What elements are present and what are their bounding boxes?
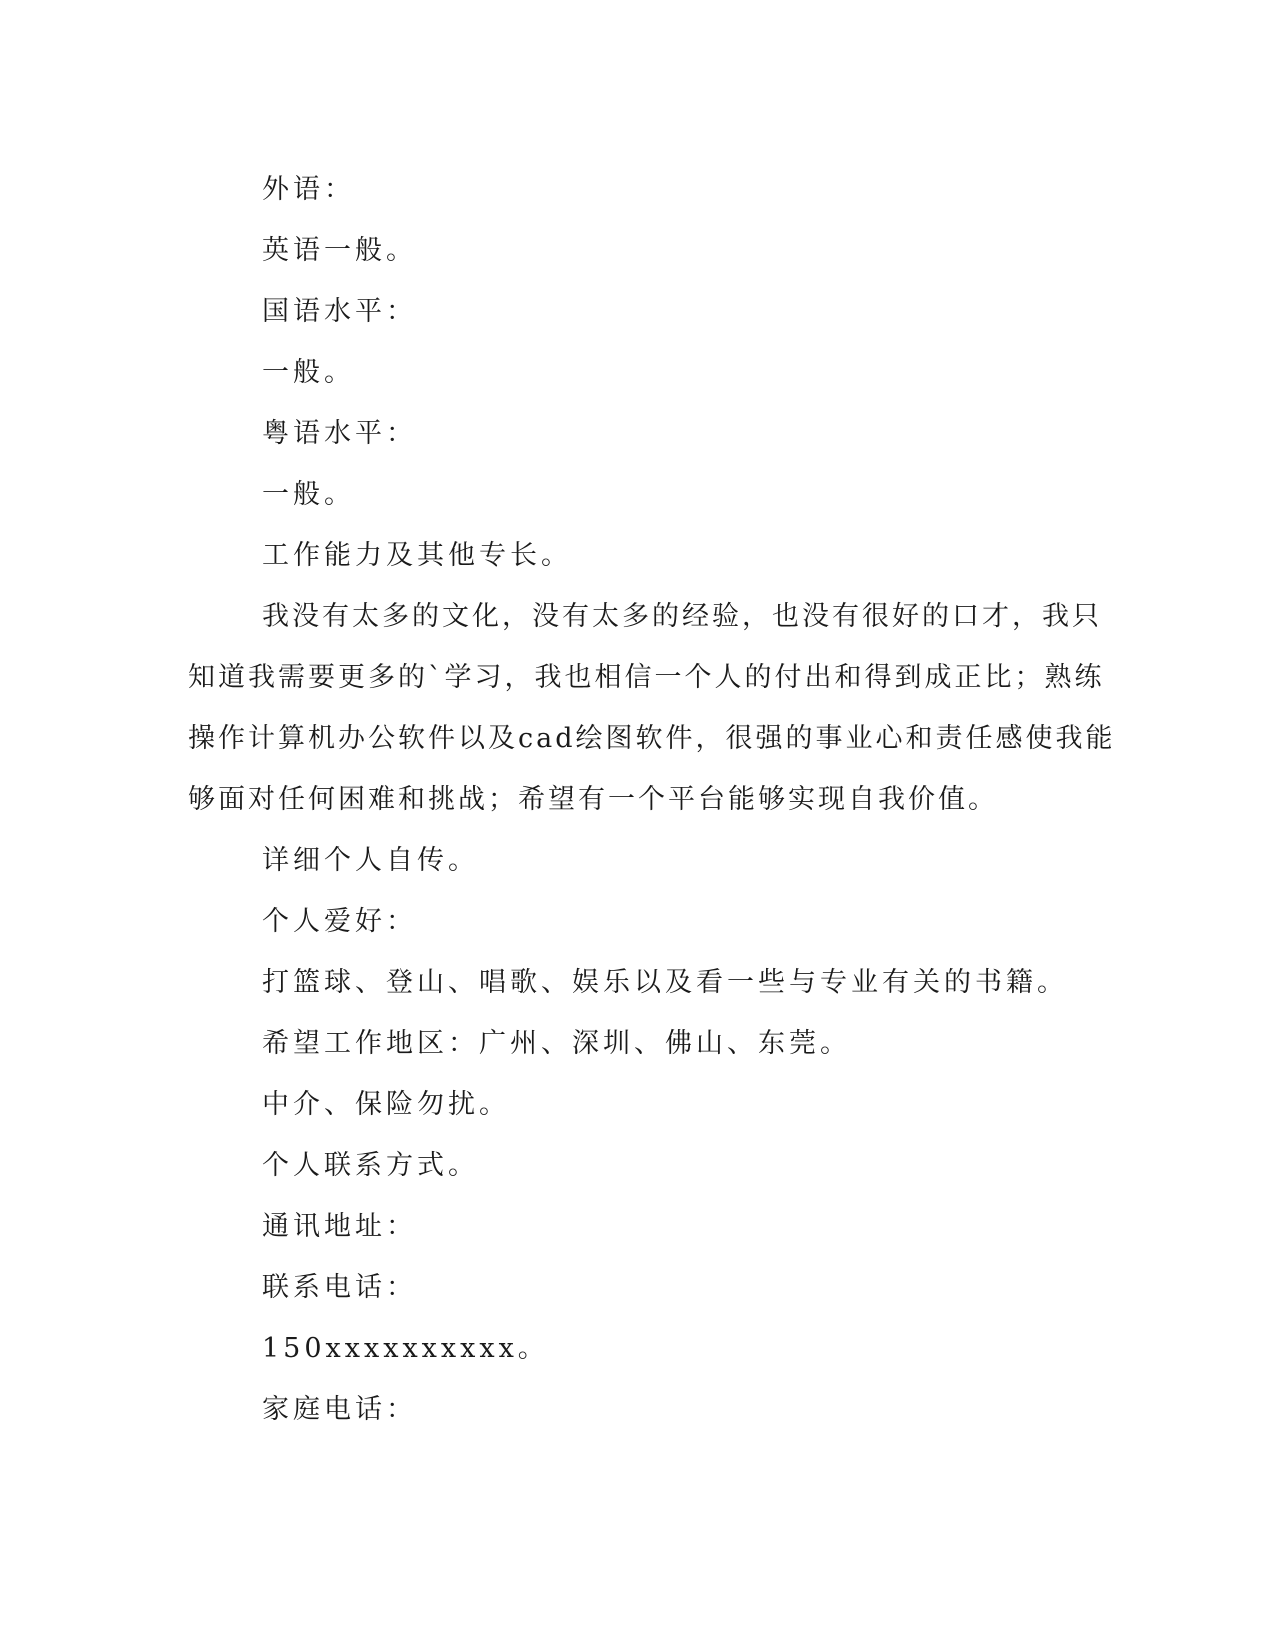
paragraph-skills-heading: 工作能力及其他专长。 — [262, 540, 572, 571]
paragraph-home-phone-label: 家庭电话： — [262, 1394, 417, 1425]
skills-line-3: 操作计算机办公软件以及cad绘图软件，很强的事业心和责任感使我能 — [188, 723, 1116, 754]
paragraph-english-level: 英语一般。 — [262, 235, 417, 266]
paragraph-hobbies-heading: 个人爱好： — [262, 906, 417, 937]
paragraph-hobbies: 打篮球、登山、唱歌、娱乐以及看一些与专业有关的书籍。 — [262, 967, 1068, 998]
skills-line-4: 够面对任何困难和挑战；希望有一个平台能够实现自我价值。 — [188, 784, 998, 815]
skills-line-2: 知道我需要更多的`学习，我也相信一个人的付出和得到成正比；熟练 — [188, 662, 1105, 693]
document-body — [188, 159, 1116, 1440]
paragraph-cantonese-level: 一般。 — [262, 479, 355, 510]
paragraph-skills-description — [188, 586, 1116, 830]
paragraph-no-agents-notice: 中介、保险勿扰。 — [262, 1089, 510, 1120]
paragraph-phone-number: 150xxxxxxxxxx。 — [262, 1333, 549, 1364]
paragraph-mandarin-level: 一般。 — [262, 357, 355, 388]
paragraph-mandarin-heading: 国语水平： — [262, 296, 417, 327]
paragraph-foreign-language-heading: 外语： — [262, 174, 355, 205]
paragraph-work-region: 希望工作地区：广州、深圳、佛山、东莞。 — [262, 1028, 851, 1059]
paragraph-cantonese-heading: 粤语水平： — [262, 418, 417, 449]
paragraph-phone-label: 联系电话： — [262, 1272, 417, 1303]
paragraph-contact-heading: 个人联系方式。 — [262, 1150, 479, 1181]
paragraph-mailing-address: 通讯地址： — [262, 1211, 417, 1242]
paragraph-autobiography-heading: 详细个人自传。 — [262, 845, 479, 876]
skills-line-1: 我没有太多的文化，没有太多的经验，也没有很好的口才，我只 — [262, 601, 1102, 632]
